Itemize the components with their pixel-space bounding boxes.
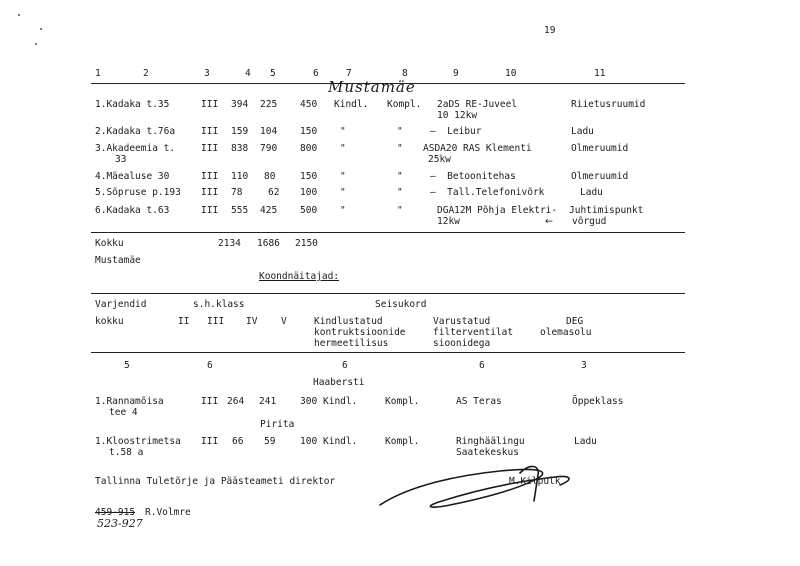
handwritten-district: Mustamäe xyxy=(328,78,416,96)
row-address: 5.Sõpruse p.193 xyxy=(95,187,181,198)
row-generator: DGA12M Põhja Elektri- xyxy=(437,205,558,216)
row-area: 78 xyxy=(231,187,243,198)
col-number: 9 xyxy=(453,68,459,79)
scan-speck xyxy=(18,14,20,16)
row-equipment: Kompl. xyxy=(385,436,420,447)
summary-mid-rule xyxy=(91,352,685,353)
total-rule xyxy=(91,232,685,233)
row-area: 80 xyxy=(264,171,276,182)
condition-generator: olemasolu xyxy=(540,327,592,338)
total-area: 1686 xyxy=(257,238,280,249)
row-equipment: " xyxy=(397,143,403,154)
row-class: III xyxy=(201,205,219,216)
row-area: 59 xyxy=(264,436,276,447)
scan-speck xyxy=(40,28,42,30)
summary-value: 6 xyxy=(479,360,485,371)
col-number: 11 xyxy=(594,68,606,79)
row-generator-cont: Saatekeskus xyxy=(456,447,519,458)
row-area: 104 xyxy=(260,126,278,137)
row-usage: Juhtimispunkt xyxy=(569,205,644,216)
class-iv-header: IV xyxy=(246,316,258,327)
row-area: 62 xyxy=(268,187,280,198)
row-address-cont: 33 xyxy=(115,154,127,165)
row-usage-cont: võrgud xyxy=(572,216,607,227)
row-capacity: 450 xyxy=(300,99,318,110)
row-class: III xyxy=(201,187,219,198)
col-number: 6 xyxy=(313,68,319,79)
condition-ventilation: Varustatud xyxy=(433,316,491,327)
row-area: 159 xyxy=(231,126,249,137)
director-title: Tallinna Tuletõrje ja Päästeameti direktor xyxy=(95,476,336,487)
row-capacity: 150 xyxy=(300,171,318,182)
col-number: 3 xyxy=(204,68,210,79)
row-area: 241 xyxy=(259,396,277,407)
col-number: 1 xyxy=(95,68,101,79)
row-address: 1.Rannamõisa xyxy=(95,396,164,407)
district-haabersti: Haabersti xyxy=(313,377,365,388)
row-capacity: 100 xyxy=(300,187,318,198)
row-generator: — Tall.Telefonivõrk xyxy=(430,187,545,198)
row-equipment: Kompl. xyxy=(385,396,420,407)
summary-value: 5 xyxy=(124,360,130,371)
row-class: III xyxy=(201,126,219,137)
row-address: 4.Mäealuse 30 xyxy=(95,171,170,182)
district-label: Mustamäe xyxy=(95,255,141,266)
row-area: 66 xyxy=(232,436,244,447)
condition-sealing: hermeetilisus xyxy=(314,338,389,349)
row-address: 3.Akadeemia t. xyxy=(95,143,176,154)
class-header: s.h.klass xyxy=(193,299,245,310)
condition-sealing: kontruktsioonide xyxy=(314,327,406,338)
row-address: 1.Kloostrimetsa xyxy=(95,436,181,447)
total-label: Kokku xyxy=(95,238,124,249)
row-area: 264 xyxy=(227,396,245,407)
row-generator: — Betoonitehas xyxy=(430,171,516,182)
row-generator-power: 10 12kw xyxy=(437,110,478,121)
row-sealing: Kindl. xyxy=(323,396,358,407)
condition-ventilation: sioonidega xyxy=(433,338,491,349)
row-sealing: Kindl. xyxy=(323,436,358,447)
row-usage: Ladu xyxy=(580,187,603,198)
row-area: 555 xyxy=(231,205,249,216)
contact-name: R.Volmre xyxy=(145,507,191,518)
row-capacity: 150 xyxy=(300,126,318,137)
row-capacity: 100 xyxy=(300,436,318,447)
summary-value: 3 xyxy=(581,360,587,371)
col-number: 8 xyxy=(402,68,408,79)
row-capacity: 300 xyxy=(300,396,318,407)
col-number: 5 xyxy=(270,68,276,79)
condition-generator: DEG xyxy=(566,316,584,327)
row-address-cont: tee 4 xyxy=(109,407,138,418)
contact-phone-new: 523-927 xyxy=(97,517,143,530)
row-class: III xyxy=(201,171,219,182)
class-ii-header: II xyxy=(178,316,190,327)
row-generator: 2aDS RE-Juveel xyxy=(437,99,518,110)
class-v-header: V xyxy=(281,316,287,327)
arrow-left-icon: ← xyxy=(545,216,553,227)
total-header: kokku xyxy=(95,316,124,327)
row-area: 394 xyxy=(231,99,249,110)
row-generator: Ringhäälingu xyxy=(456,436,525,447)
row-capacity: 800 xyxy=(300,143,318,154)
row-address: 1.Kadaka t.35 xyxy=(95,99,170,110)
summary-value: 6 xyxy=(342,360,348,371)
row-area: 225 xyxy=(260,99,278,110)
class-iii-header: III xyxy=(207,316,225,327)
summary-top-rule xyxy=(91,293,685,294)
row-sealing: " xyxy=(340,126,346,137)
row-area: 790 xyxy=(260,143,278,154)
row-usage: Ladu xyxy=(574,436,597,447)
row-usage: Riietusruumid xyxy=(571,99,646,110)
row-usage: Ladu xyxy=(571,126,594,137)
total-capacity: 2150 xyxy=(295,238,318,249)
total-area: 2134 xyxy=(218,238,241,249)
row-area: 110 xyxy=(231,171,249,182)
contact-phone-old: 459-915 xyxy=(95,507,136,518)
row-usage: Olmeruumid xyxy=(571,143,629,154)
row-generator-power: 12kw xyxy=(437,216,460,227)
row-class: III xyxy=(201,143,219,154)
row-sealing: " xyxy=(340,143,346,154)
col-number: 2 xyxy=(143,68,149,79)
condition-header: Seisukord xyxy=(375,299,427,310)
condition-sealing: Kindlustatud xyxy=(314,316,383,327)
row-usage: Olmeruumid xyxy=(571,171,629,182)
col-number: 7 xyxy=(346,68,352,79)
col-number: 4 xyxy=(245,68,251,79)
row-generator: — Leibur xyxy=(430,126,482,137)
row-generator: ASDA20 RAS Klementi xyxy=(423,143,532,154)
row-generator: AS Teras xyxy=(456,396,502,407)
row-sealing: " xyxy=(340,205,346,216)
district-pirita: Pirita xyxy=(260,419,295,430)
row-sealing: " xyxy=(340,171,346,182)
row-equipment: " xyxy=(397,187,403,198)
summary-title: Koondnäitajad: xyxy=(259,271,340,282)
row-class: III xyxy=(201,99,219,110)
row-equipment: Kompl. xyxy=(387,99,422,110)
col-number: 10 xyxy=(505,68,517,79)
shelters-header: Varjendid xyxy=(95,299,147,310)
row-generator-power: 25kw xyxy=(428,154,451,165)
row-sealing: Kindl. xyxy=(334,99,369,110)
row-area: 838 xyxy=(231,143,249,154)
row-class: III xyxy=(201,396,219,407)
page-number: 19 xyxy=(544,25,556,36)
row-usage: Õppeklass xyxy=(572,396,624,407)
row-sealing: " xyxy=(340,187,346,198)
row-capacity: 500 xyxy=(300,205,318,216)
row-address: 6.Kadaka t.63 xyxy=(95,205,170,216)
scan-speck xyxy=(35,43,37,45)
row-area: 425 xyxy=(260,205,278,216)
row-equipment: " xyxy=(397,171,403,182)
row-equipment: " xyxy=(397,126,403,137)
director-name: M.Kilpulk xyxy=(509,476,561,487)
row-equipment: " xyxy=(397,205,403,216)
summary-value: 6 xyxy=(207,360,213,371)
row-address: 2.Kadaka t.76a xyxy=(95,126,176,137)
condition-ventilation: filterventilat xyxy=(433,327,514,338)
row-class: III xyxy=(201,436,219,447)
row-address-cont: t.58 a xyxy=(109,447,144,458)
signature xyxy=(370,455,590,525)
